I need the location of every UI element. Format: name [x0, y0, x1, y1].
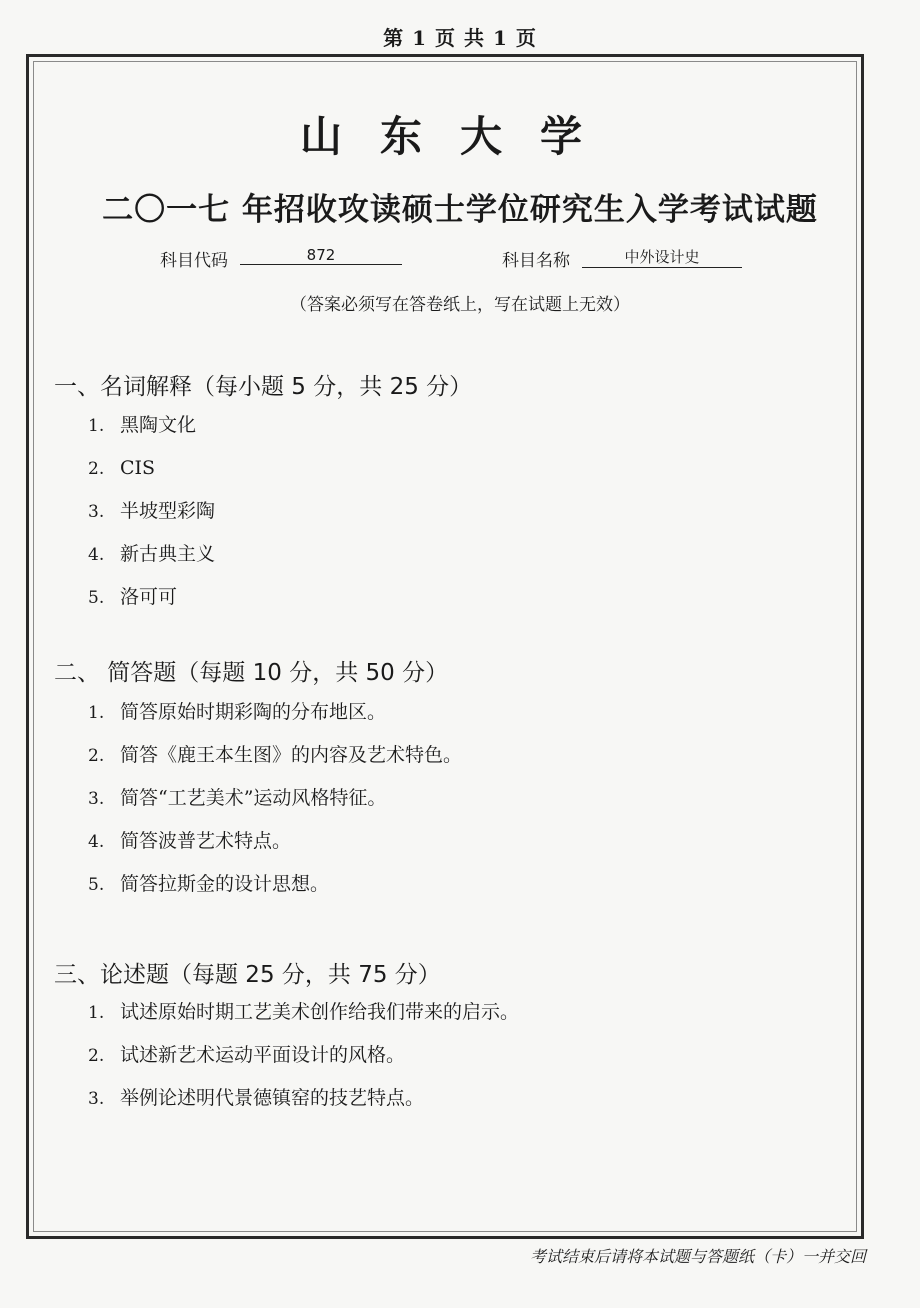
question-item — [88, 447, 215, 490]
question-item — [88, 1034, 519, 1077]
question-number: 3. — [88, 789, 105, 809]
subject-name-value: 中外设计史 — [582, 246, 742, 268]
subject-name-label: 科目名称 — [502, 251, 570, 271]
question-text: 简答《鹿王本生图》的内容及艺术特色。 — [120, 744, 463, 766]
university-name: 山东大学 — [299, 112, 620, 161]
exam-title: 二〇一七 年招收攻读硕士学位研究生入学考试试题 — [102, 192, 818, 228]
question-text: 简答“工艺美术”运动风格特征。 — [120, 787, 387, 809]
question-text: 简答波普艺术特点。 — [120, 830, 292, 852]
question-text: 简答拉斯金的设计思想。 — [120, 873, 330, 895]
question-item — [88, 734, 462, 777]
question-number: 3. — [88, 1089, 105, 1109]
question-item — [88, 533, 215, 576]
question-number: 4. — [88, 545, 105, 565]
question-number: 1. — [88, 703, 105, 723]
question-list — [88, 404, 215, 619]
question-text: 半坡型彩陶 — [120, 500, 216, 522]
question-number: 2. — [88, 746, 105, 766]
question-number: 4. — [88, 832, 105, 852]
question-number: 2. — [88, 459, 105, 479]
question-number: 3. — [88, 502, 105, 522]
question-text: 黑陶文化 — [120, 414, 197, 436]
question-number: 2. — [88, 1046, 105, 1066]
question-number: 1. — [88, 1003, 105, 1023]
subject-code-value: 872 — [240, 246, 402, 265]
page-indicator: 第 1 页 共 1 页 — [383, 26, 537, 50]
question-text: 举例论述明代景德镇窑的技艺特点。 — [120, 1087, 425, 1109]
answer-notice: （答案必须写在答卷纸上，写在试题上无效） — [290, 295, 630, 315]
question-item — [88, 991, 519, 1034]
question-text: 洛可可 — [120, 586, 178, 608]
question-item — [88, 490, 215, 533]
question-item — [88, 863, 462, 906]
question-text: 新古典主义 — [120, 543, 216, 565]
question-number: 5. — [88, 875, 105, 895]
subject-code-label: 科目代码 — [160, 251, 228, 271]
question-item — [88, 777, 462, 820]
question-item — [88, 820, 462, 863]
question-number: 1. — [88, 416, 105, 436]
question-text: 试述原始时期工艺美术创作给我们带来的启示。 — [120, 1001, 520, 1023]
question-item — [88, 1077, 519, 1120]
question-text: 简答原始时期彩陶的分布地区。 — [120, 701, 387, 723]
section-heading: 三、论述题（每题 25 分，共 75 分） — [54, 962, 441, 988]
section-heading: 一、名词解释（每小题 5 分，共 25 分） — [54, 374, 473, 400]
section-heading: 二、 简答题（每题 10 分，共 50 分） — [54, 660, 449, 686]
question-item — [88, 691, 462, 734]
question-item — [88, 576, 215, 619]
question-list — [88, 991, 519, 1120]
question-number: 5. — [88, 588, 105, 608]
question-text: 试述新艺术运动平面设计的风格。 — [120, 1044, 406, 1066]
question-text: CIS — [120, 457, 156, 479]
question-item — [88, 404, 215, 447]
footer-note: 考试结束后请将本试题与答题纸（卡）一并交回 — [529, 1247, 866, 1266]
question-list — [88, 691, 462, 906]
